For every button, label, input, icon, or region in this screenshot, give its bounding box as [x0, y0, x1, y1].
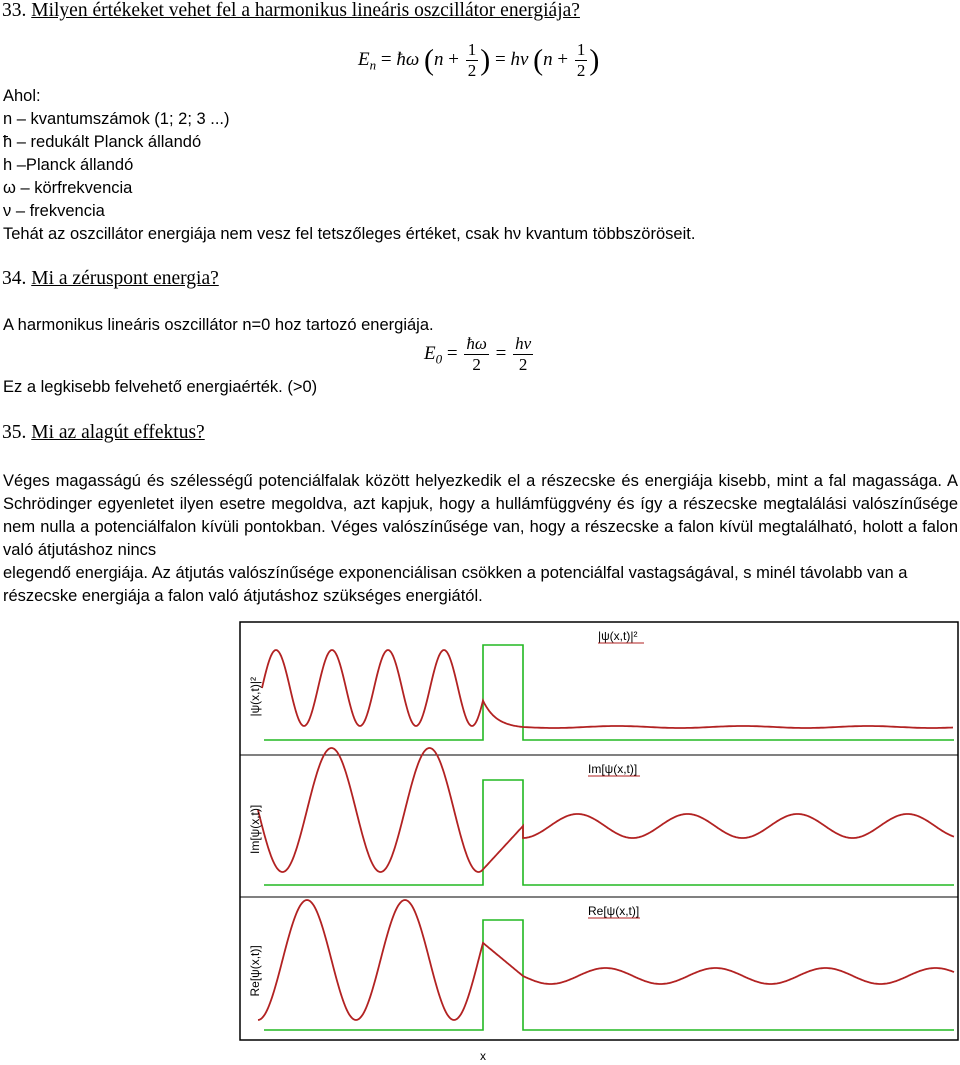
- q34-title: Mi a zéruspont energia?: [31, 268, 219, 289]
- x-axis-label: x: [480, 1049, 486, 1063]
- formula-eq-2: =: [494, 48, 506, 70]
- q34-line1: A harmonikus lineáris oszcillátor n=0 hoz tartozó energiája.: [3, 316, 434, 334]
- panel-legend: Re[ψ(x,t)]: [588, 904, 640, 918]
- definition-h: h –Planck állandó: [3, 156, 134, 174]
- formula-lhs: E: [358, 48, 370, 70]
- figure-frame: [240, 622, 958, 1040]
- q34-formula: [424, 334, 535, 375]
- q34-number: 34.: [2, 268, 27, 289]
- definition-hbar: ħ – redukált Planck állandó: [3, 133, 202, 151]
- formula-eq: =: [380, 48, 392, 70]
- formula-h-nu: hν: [510, 48, 529, 70]
- q34-line2: Ez a legkisebb felvehető energiaérték. (>0): [3, 378, 318, 396]
- formula0-eq: =: [446, 342, 458, 364]
- q33-conclusion: Tehát az oszcillátor energiája nem vesz fel tetszőleges értéket, csak hν kvantum többszöröseit.: [3, 225, 696, 243]
- q35-title: Mi az alagút effektus?: [31, 422, 205, 443]
- formula-n: n: [434, 48, 444, 70]
- q33-number: 33.: [2, 0, 27, 21]
- panel-legend: |ψ(x,t)|²: [598, 629, 638, 643]
- formula0-frac-1: $\frac{ħ\omega}{2}$: [466, 334, 487, 374]
- q35-heading: [2, 422, 205, 444]
- formula-hbar-omega: ħω: [396, 48, 420, 70]
- definition-n: n – kvantumszámok (1; 2; 3 ...): [3, 110, 230, 128]
- wavefunction-curve: [258, 748, 954, 872]
- formula-half-2: $\frac{1}{2}$: [576, 40, 586, 80]
- formula0-eq-2: =: [495, 342, 507, 364]
- definition-nu: ν – frekvencia: [3, 202, 105, 220]
- formula-plus: +: [448, 48, 459, 70]
- q33-title: Milyen értékeket vehet fel a harmonikus lineáris oszcillátor energiája?: [31, 0, 580, 21]
- formula-n-2: n: [543, 48, 553, 70]
- panel-ylabel: Re[ψ(x,t)]: [248, 945, 262, 997]
- potential-barrier: [264, 645, 954, 740]
- where-label: Ahol:: [3, 87, 41, 105]
- potential-barrier: [264, 920, 954, 1030]
- q34-heading: [2, 268, 219, 290]
- formula0-frac-2: $\frac{h\nu}{2}$: [515, 334, 532, 374]
- panel-ylabel: |ψ(x,t)|²: [248, 677, 262, 717]
- wavefunction-curve: [258, 900, 954, 1020]
- panel-legend: Im[ψ(x,t)]: [588, 762, 638, 776]
- formula0-sub: 0: [435, 351, 443, 367]
- q35-paragraph-body: Véges magasságú és szélességű potenciálfalak között helyezkedik el a részecske és energiája kisebb, mint a fal magassága. A Schrödinger egyenletet ilyen esetre megoldva, azt kapjuk, hogy a hullámfüggvény és így a részecske megtalálási valószínűsége nem nulla a potenciálfalon kívüli pontokban. Véges valószínűsége van, hogy a részecske a falon kívül megtalálható, holott a falon való átjutáshoz nincs: [3, 472, 958, 559]
- potential-barrier: [264, 780, 954, 885]
- formula-plus-2: +: [557, 48, 569, 70]
- q35-number: 35.: [2, 422, 27, 443]
- definition-omega: ω – körfrekvencia: [3, 179, 133, 197]
- formula-half: $\frac{1}{2}$: [467, 40, 477, 80]
- formula0-lhs: E: [424, 342, 436, 364]
- q33-heading: [2, 0, 580, 22]
- q35-paragraph-last: elegendő energiája. Az átjutás valószínűsége exponenciálisan csökken a potenciálfal vastagságával, s minél távolabb van a részecske energiája a falon való átjutáshoz szükséges energiától.: [3, 564, 908, 605]
- formula-lhs-sub: n: [369, 57, 377, 73]
- wavefunction-curve: [262, 650, 953, 728]
- q33-formula: $E_n$ = ħω (n + $\frac{1}{2}$ ) = hν (n + $\frac{1}{2}$ ): [358, 40, 600, 80]
- q35-paragraph: [3, 470, 958, 608]
- panel-ylabel: Im[ψ(x,t)]: [248, 804, 262, 854]
